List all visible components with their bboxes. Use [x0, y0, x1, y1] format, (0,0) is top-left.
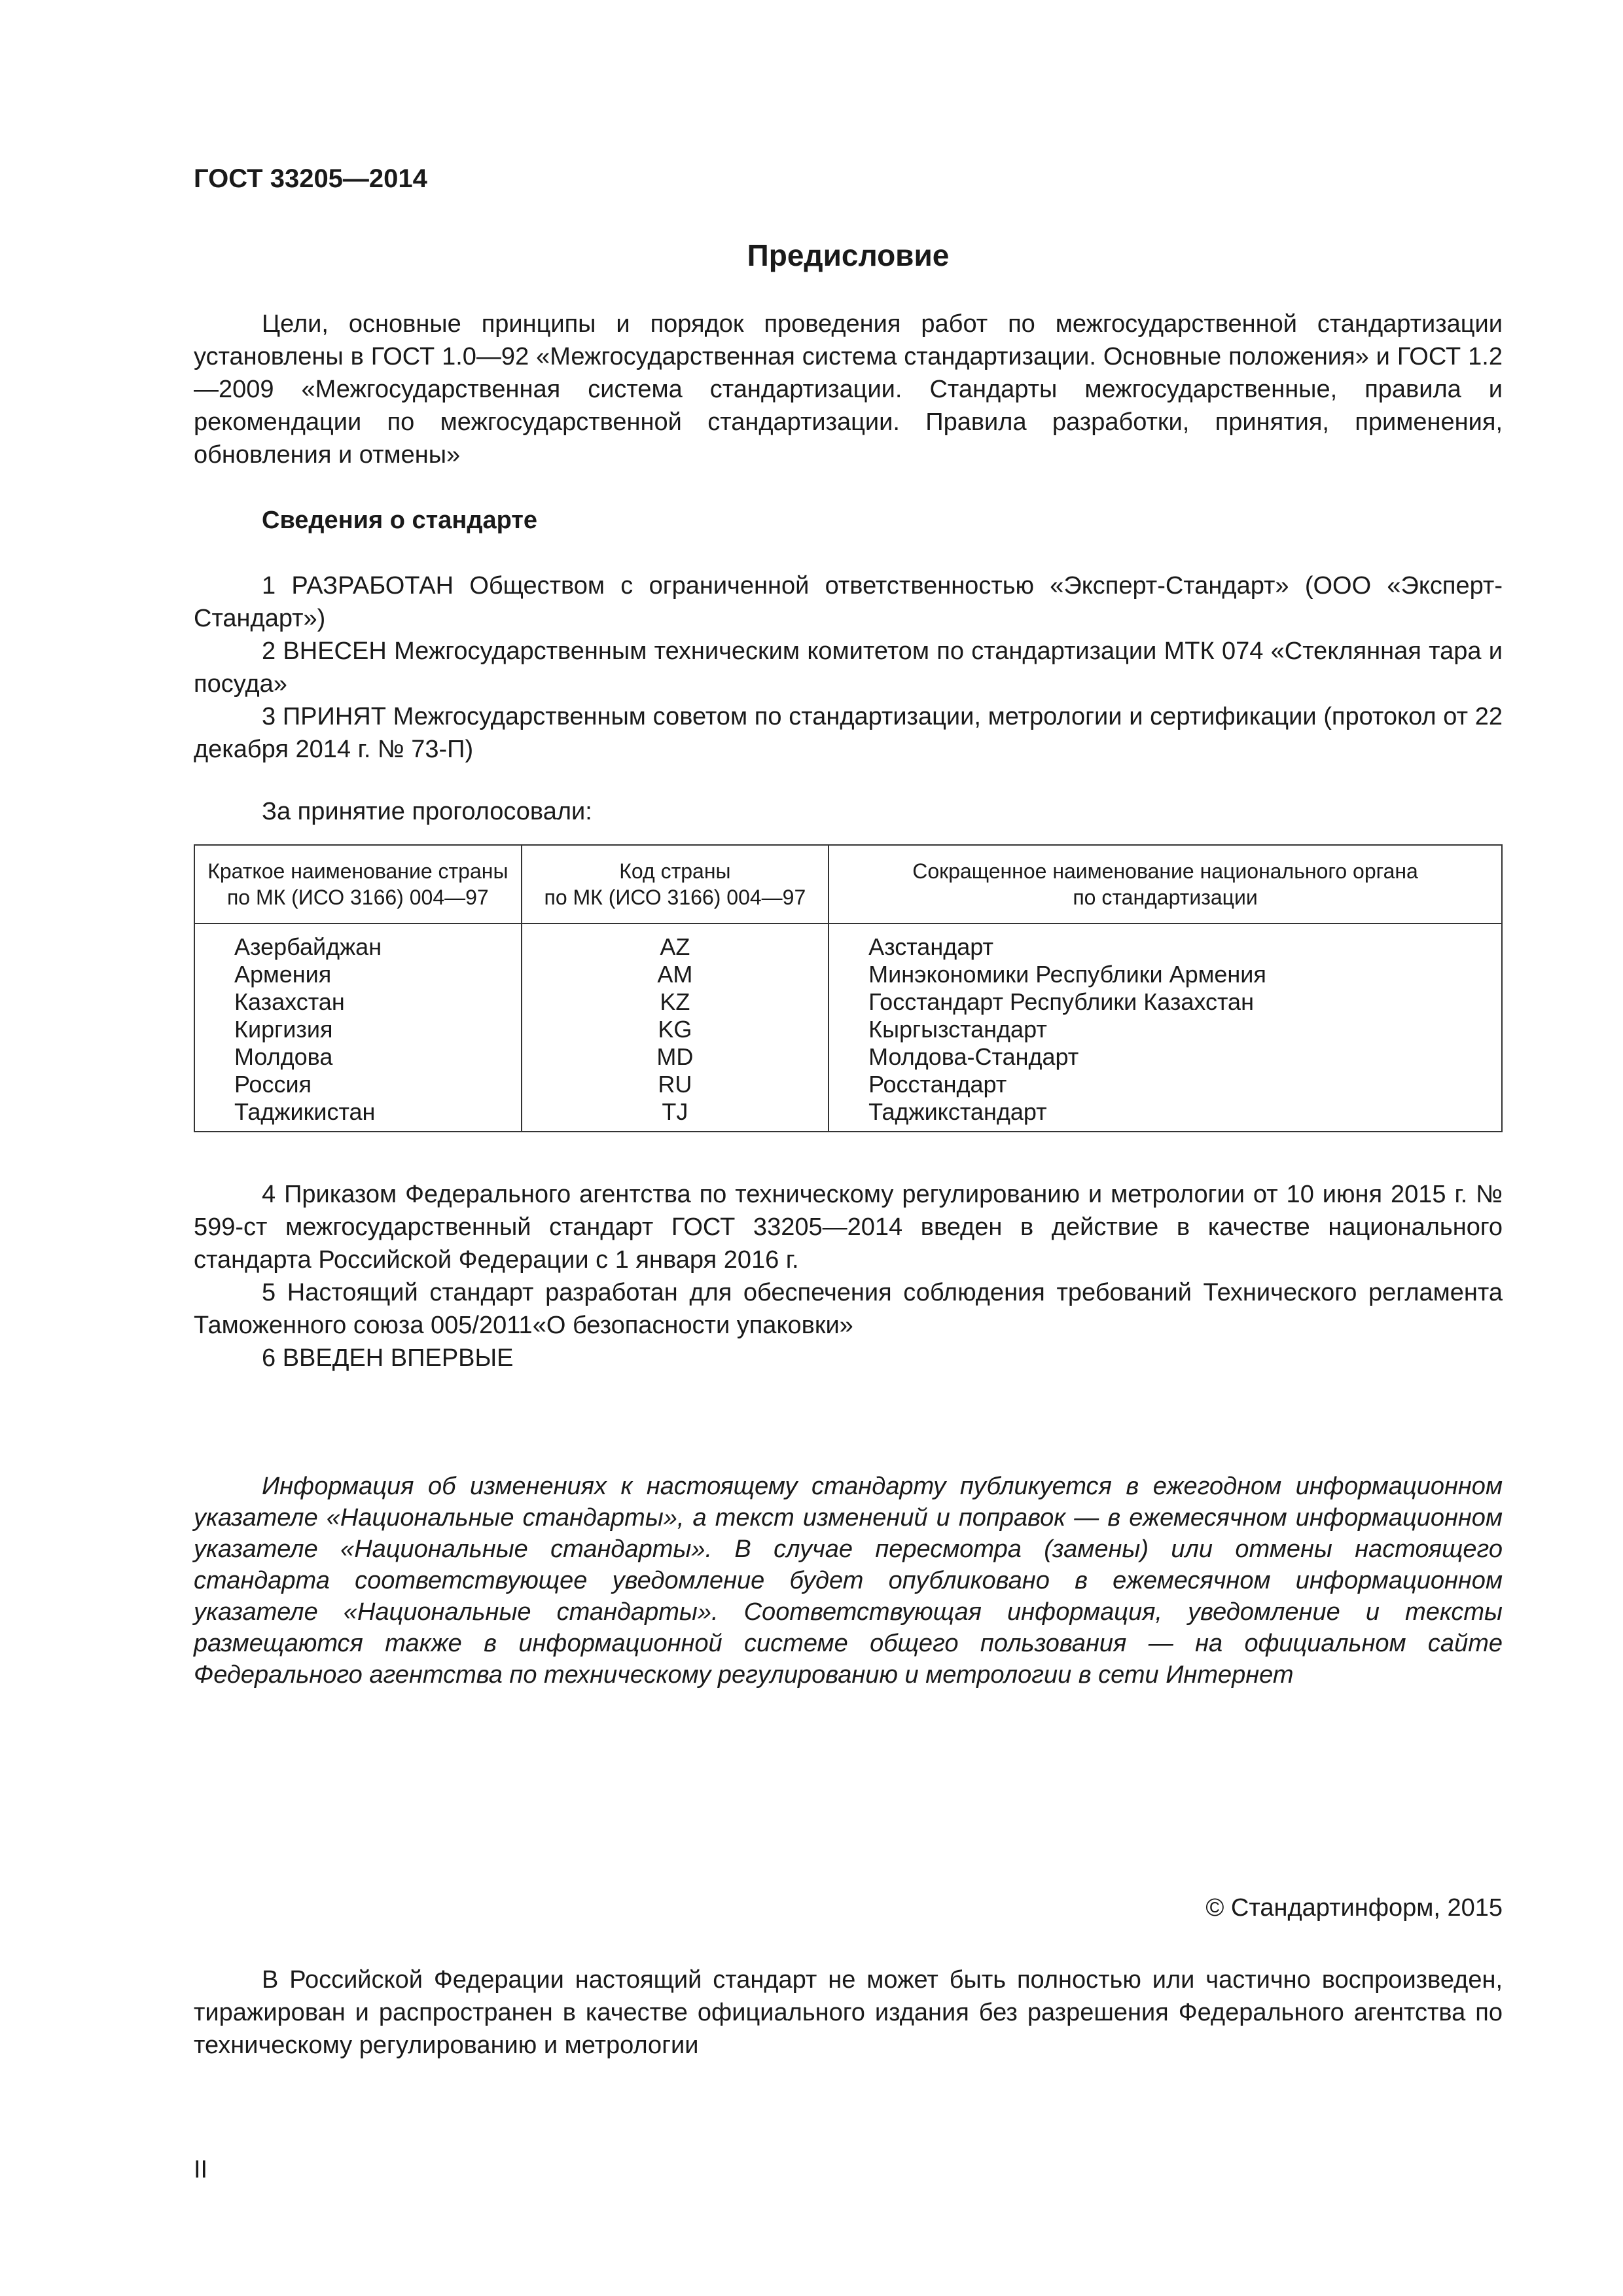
- copyright-notice: © Стандартинформ, 2015: [1205, 1894, 1503, 1922]
- votes-caption: За принятие проголосовали:: [262, 798, 592, 825]
- cell-country: Казахстан: [194, 988, 522, 1016]
- info-item-5: 5 Настоящий стандарт разработан для обеспечения соблюдения требований Технического регламента Таможенного союза 005/2011«О безопасности упаковки»: [194, 1279, 1503, 1339]
- cell-country: Таджикистан: [194, 1098, 522, 1132]
- cell-code: AZ: [522, 924, 829, 961]
- column-header-org-line2: по стандартизации: [1073, 886, 1258, 909]
- page-title: Предисловие: [747, 238, 950, 272]
- document-id-header: ГОСТ 33205—2014: [194, 164, 427, 193]
- cell-org: Росстандарт: [829, 1071, 1502, 1098]
- cell-org: Таджикстандарт: [829, 1098, 1502, 1132]
- cell-org: Госстандарт Республики Казахстан: [829, 988, 1502, 1016]
- cell-org: Азстандарт: [829, 924, 1502, 961]
- cell-country: Армения: [194, 961, 522, 988]
- column-header-code-line2: по МК (ИСО 3166) 004—97: [544, 886, 806, 909]
- cell-code: RU: [522, 1071, 829, 1098]
- page-number: II: [194, 2156, 208, 2183]
- cell-country: Россия: [194, 1071, 522, 1098]
- standard-info-heading: Сведения о стандарте: [262, 507, 538, 534]
- cell-code: AM: [522, 961, 829, 988]
- table-row: [194, 924, 1502, 961]
- cell-country: Молдова: [194, 1043, 522, 1071]
- table-row: [194, 1016, 1502, 1043]
- cell-code: MD: [522, 1043, 829, 1071]
- column-header-code-line1: Код страны: [619, 859, 731, 883]
- votes-table: [194, 844, 1503, 1132]
- change-info-paragraph: Информация об изменениях к настоящему стандарту публикуется в ежегодном информационном указателе «Национальные стандарты», а текст изменений и поправок — в ежемесячном информационном указателе «Национальные стандарты». В случае пересмотра (замены) или отмены настоящего стандарта соответствующее уведомление будет опубликовано в ежемесячном информационном указателе «Национальные стандарты». Соответствующая информация, уведомление и тексты размещаются также в информационной системе общего пользования — на официальном сайте Федерального агентства по техническому регулированию и метрологии в сети Интернет: [194, 1473, 1503, 1689]
- info-item-2: 2 ВНЕСЕН Межгосударственным техническим комитетом по стандартизации МТК 074 «Стеклянная тара и посуда»: [194, 637, 1503, 698]
- cell-org: Кыргызстандарт: [829, 1016, 1502, 1043]
- info-item-6: 6 ВВЕДЕН ВПЕРВЫЕ: [262, 1344, 514, 1372]
- after-table-list: [194, 1178, 1503, 1374]
- info-item-4: 4 Приказом Федерального агентства по техническому регулированию и метрологии от 10 июня 2015 г. № 599-ст межгосударственный стандарт ГОСТ 33205—2014 введен в действие в качестве национального стандарта Российской Федерации с 1 января 2016 г.: [194, 1181, 1503, 1274]
- standard-info-list: [194, 569, 1503, 766]
- column-header-org: [829, 845, 1502, 924]
- info-item-1: 1 РАЗРАБОТАН Обществом с ограниченной ответственностью «Эксперт-Стандарт» (ООО «Эксперт-Стандарт»): [194, 572, 1503, 632]
- table-row: [194, 1043, 1502, 1071]
- table-row: [194, 1098, 1502, 1132]
- cell-country: Киргизия: [194, 1016, 522, 1043]
- cell-org: Минэкономики Республики Армения: [829, 961, 1502, 988]
- table-row: [194, 1071, 1502, 1098]
- cell-org: Молдова-Стандарт: [829, 1043, 1502, 1071]
- cell-code: KG: [522, 1016, 829, 1043]
- intro-section: [194, 308, 1503, 471]
- reproduction-notice: В Российской Федерации настоящий стандарт не может быть полностью или частично воспроизведен, тиражирован и распространен в качестве официального издания без разрешения Федерального агентства по техническому регулированию и метрологии: [194, 1966, 1503, 2059]
- cell-code: TJ: [522, 1098, 829, 1132]
- column-header-country-line2: по МК (ИСО 3166) 004—97: [226, 886, 489, 909]
- column-header-org-line1: Сокращенное наименование национального органа: [912, 859, 1418, 883]
- reproduction-section: [194, 1964, 1503, 2062]
- intro-paragraph: Цели, основные принципы и порядок проведения работ по межгосударственной стандартизации установлены в ГОСТ 1.0—92 «Межгосударственная система стандартизации. Основные положения» и ГОСТ 1.2—2009 «Межгосударственная система стандартизации. Стандарты межгосударственные, правила и рекомендации по межгосударственной стандартизации. Правила разработки, принятия, применения, обновления и отмены»: [194, 310, 1503, 469]
- column-header-code: [522, 845, 829, 924]
- votes-table-header: [194, 845, 1502, 924]
- cell-country: Азербайджан: [194, 924, 522, 961]
- info-item-3: 3 ПРИНЯТ Межгосударственным советом по стандартизации, метрологии и сертификации (протокол от 22 декабря 2014 г. № 73-П): [194, 703, 1503, 763]
- table-row: [194, 961, 1502, 988]
- cell-code: KZ: [522, 988, 829, 1016]
- column-header-country: [194, 845, 522, 924]
- change-info-section: [194, 1471, 1503, 1691]
- table-row: [194, 988, 1502, 1016]
- column-header-country-line1: Краткое наименование страны: [207, 859, 508, 883]
